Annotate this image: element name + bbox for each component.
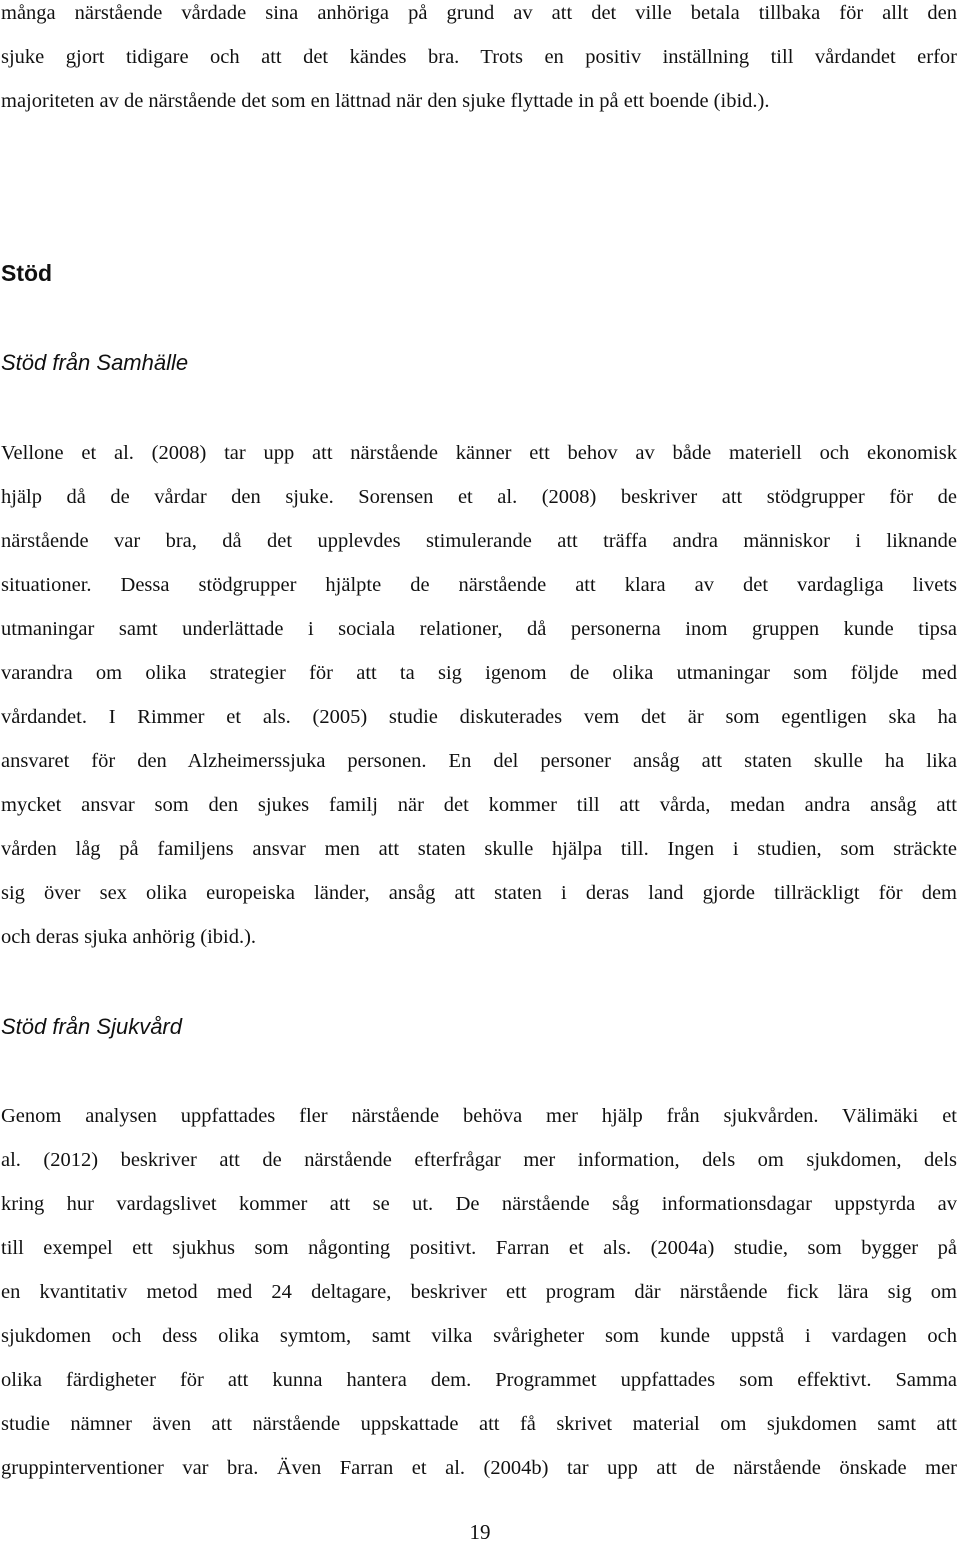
- subsection-heading-sjukvard: Stöd från Sjukvård: [1, 1014, 182, 1039]
- text-line: al. (2012) beskriver att de närstående efterfrågar mer information, dels om sjukdomen, dels: [1, 1149, 957, 1171]
- text-line: varandra om olika strategier för att ta sig igenom de olika utmaningar som följde med: [1, 662, 957, 684]
- text-line: sig över sex olika europeiska länder, ansåg att staten i deras land gjorde tillräckligt för dem: [1, 882, 957, 904]
- text-line: gruppinterventioner var bra. Även Farran et al. (2004b) tar upp att de närstående önskade mer: [1, 1457, 957, 1479]
- text-line: och deras sjuka anhörig (ibid.).: [1, 926, 257, 948]
- text-line: sjuke gjort tidigare och att det kändes bra. Trots en positiv inställning till vårdandet erfor: [1, 46, 957, 68]
- subsection-heading-samhalle: Stöd från Samhälle: [1, 350, 189, 375]
- text-line: sjukdomen och dess olika symtom, samt vilka svårigheter som kunde uppstå i vardagen och: [1, 1325, 957, 1347]
- text-line: en kvantitativ metod med 24 deltagare, beskriver ett program där närstående fick lära sig om: [1, 1281, 957, 1303]
- text-line: vårdandet. I Rimmer et als. (2005) studie diskuterades vem det är som egentligen ska ha: [1, 706, 957, 728]
- text-line: Genom analysen uppfattades fler närstående behöva mer hjälp från sjukvården. Välimäki et: [1, 1105, 957, 1127]
- text-line: Vellone et al. (2008) tar upp att närstående känner ett behov av både materiell och ekonomisk: [1, 442, 957, 464]
- text-line: hjälp då de vårdar den sjuke. Sorensen et al. (2008) beskriver att stödgrupper för de: [1, 486, 957, 508]
- text-line: majoriteten av de närstående det som en lättnad när den sjuke flyttade in på ett boende (ibid.).: [1, 90, 770, 112]
- text-line: ansvaret för den Alzheimerssjuka personen. En del personer ansåg att staten skulle ha lika: [1, 750, 957, 772]
- text-line: utmaningar samt underlättade i sociala relationer, då personerna inom gruppen kunde tipsa: [1, 618, 957, 640]
- section-heading-stod: Stöd: [1, 260, 53, 286]
- page-number: 19: [469, 1520, 491, 1544]
- text-line: olika färdigheter för att kunna hantera dem. Programmet uppfattades som effektivt. Samma: [1, 1369, 957, 1391]
- text-line: många närstående vårdade sina anhöriga på grund av att det ville betala tillbaka för allt den: [1, 2, 957, 24]
- text-line: mycket ansvar som den sjukes familj när det kommer till att vårda, medan andra ansåg att: [1, 794, 957, 816]
- text-line: närstående var bra, då det upplevdes stimulerande att träffa andra människor i liknande: [1, 530, 957, 552]
- sjukvard-paragraph: [1, 1094, 957, 1490]
- intro-paragraph: [1, 0, 957, 123]
- samhalle-paragraph: [1, 431, 957, 959]
- text-line: studie nämner även att närstående uppskattade att få skrivet material om sjukdomen samt att: [1, 1413, 957, 1435]
- text-line: kring hur vardagslivet kommer att se ut. De närstående såg informationsdagar uppstyrda av: [1, 1193, 957, 1215]
- text-line: till exempel ett sjukhus som någonting positivt. Farran et als. (2004a) studie, som bygger på: [1, 1237, 957, 1259]
- text-line: vården låg på familjens ansvar men att staten skulle hjälpa till. Ingen i studien, som sträckte: [1, 838, 957, 860]
- text-line: situationer. Dessa stödgrupper hjälpte de närstående att klara av det vardagliga livets: [1, 574, 957, 596]
